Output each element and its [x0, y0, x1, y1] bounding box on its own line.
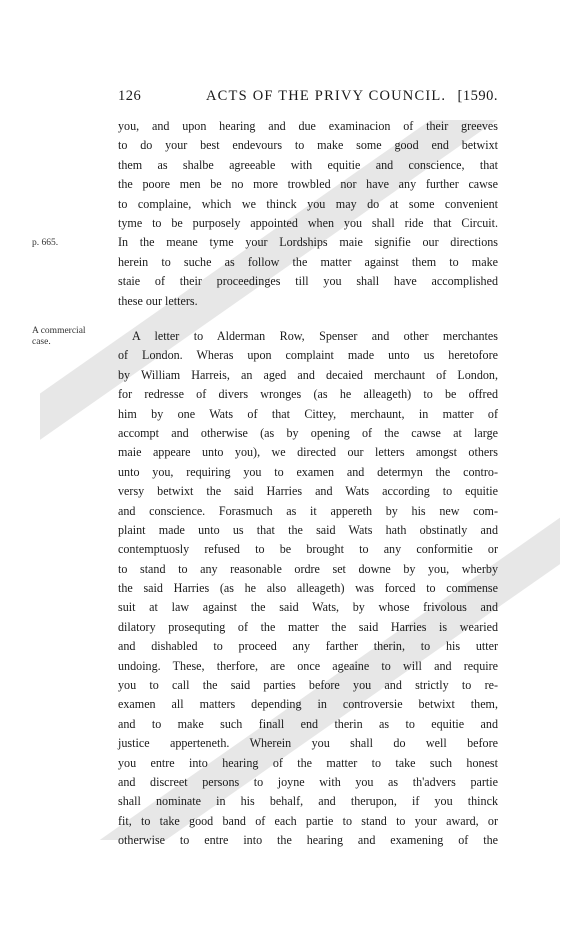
text-line: contemptuosly refused to be brought to any conformitie or — [118, 542, 498, 557]
margin-note-case-line2: case. — [32, 337, 51, 347]
running-header — [118, 88, 498, 108]
text-line: examen all matters depending in controversie betwixt them, — [118, 697, 498, 712]
margin-note-case-line1: A commercial — [32, 326, 86, 336]
text-line: A letter to Alderman Row, Spenser and other merchantes — [132, 329, 498, 343]
text-line: him by one Wats of that Cittey, merchaunt, in matter of — [118, 406, 498, 421]
text-line: otherwise to entre into the hearing and examening of the — [118, 833, 498, 848]
text-line: you to call the said parties before you and strictly to re- — [118, 678, 498, 693]
text-line: maie appeare unto you), we directed our letters amongst others — [118, 445, 498, 460]
text-line: unto you, requiring you to examen and determyn the contro- — [118, 464, 498, 479]
text-line: versy betwixt the said Harries and Wats according to equitie — [118, 484, 498, 499]
header-year: [1590. — [457, 88, 498, 104]
text-line: shall nominate in his behalf, and therupon, if you thinck — [118, 794, 498, 809]
text-line: staie of their proceedinges till you shall have accomplished — [118, 274, 498, 289]
margin-note-page-ref — [32, 238, 114, 249]
text-line: herein to suche as follow the matter against them to make — [118, 254, 498, 269]
margin-note-page-ref-text: p. 665. — [32, 238, 59, 248]
text-line: accompt and otherwise (as by opening of the cawse at large — [118, 425, 498, 440]
text-line: and dishabled to proceed any farther therin, to his utter — [118, 639, 498, 654]
text-line: these our letters. — [118, 293, 198, 308]
text-line: dilatory prosequting of the matter the said Harries is wearied — [118, 619, 498, 634]
text-line: fit, to take good band of each partie to stand to your award, or — [118, 813, 498, 828]
running-title: ACTS OF THE PRIVY COUNCIL. — [206, 88, 447, 104]
text-line: and discreet persons to joyne with you as th'advers partie — [118, 774, 498, 789]
text-line: to complaine, which we thinck you may do at some convenient — [118, 196, 498, 211]
page-number: 126 — [118, 88, 142, 104]
text-line: the poore men be no more trowbled nor have any further cawse — [118, 177, 498, 192]
text-line: to do your best endevours to make some good end betwixt — [118, 138, 498, 153]
text-line: In the meane tyme your Lordships maie signifie our directions — [118, 235, 498, 250]
text-line: tyme to be purposely appointed when you shall ride that Circuit. — [118, 215, 498, 230]
text-line: the said Harries (as he also alleageth) was forced to commense — [118, 581, 498, 596]
text-line: to stand to any reasonable ordre set downe by you, wherby — [118, 561, 498, 576]
margin-note-commercial-case — [32, 326, 114, 348]
text-line: suit at law against the said Wats, by whose frivolous and — [118, 600, 498, 615]
text-line: and conscience. Forasmuch as it appereth by his new com- — [118, 503, 498, 518]
text-line: by William Harreis, an aged and decaied merchaunt of London, — [118, 367, 498, 382]
text-line: and to make such finall end therin as to equitie and — [118, 716, 498, 731]
text-line: for redresse of divers wronges (as he alleageth) to be offred — [118, 387, 498, 402]
text-line: justice apperteneth. Wherein you shall do well before — [118, 736, 498, 751]
text-line: undoing. These, therfore, are once ageaine to will and require — [118, 658, 498, 673]
paragraph-letter-alderman-row — [118, 327, 498, 851]
paragraph-continuation — [118, 117, 498, 311]
text-line: you entre into hearing of the matter to take such honest — [118, 755, 498, 770]
text-line: of London. Wheras upon complaint made unto us heretofore — [118, 348, 498, 363]
text-line: plaint made unto us that the said Wats hath obstinatly and — [118, 522, 498, 537]
text-line: them as shalbe agreeable with equitie and conscience, that — [118, 157, 498, 172]
text-line: you, and upon hearing and due examinacion of their greeves — [118, 119, 498, 133]
